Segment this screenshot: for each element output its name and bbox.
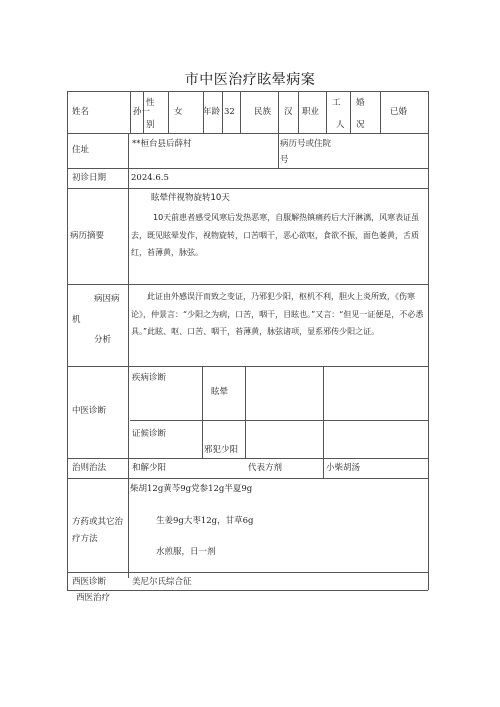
- disease-diagnosis-value: 眩晕: [211, 387, 229, 397]
- western-diagnosis-value: 美尼尔氏综合征: [132, 577, 192, 587]
- name-value: 孙一: [133, 107, 151, 117]
- ethnicity-value: 汉: [284, 107, 293, 117]
- analysis-label-line2: 机: [72, 315, 81, 325]
- analysis-body: 此证由外感误汗而致之变证，乃邪犯少阳，枢机不利，胆火上炎所致，《伤寒论》，仲景言：“少阳之为病，口苦，咽干，目眩也。”又言：“但见一证便是，不必悉具。”此眩、呕、口苦、咽干，苔薄黄，脉弦诸项，显系邪传少阳之证。: [131, 292, 424, 336]
- age-label: 年龄: [203, 107, 221, 117]
- marital-label-top: 婚: [356, 98, 365, 108]
- address-label: 住址: [72, 145, 90, 155]
- ethnicity-label: 民族: [254, 107, 272, 117]
- prescription-label-line2: 疗方法: [72, 534, 98, 544]
- record-number-label-top: 病历号或住院: [280, 139, 332, 149]
- treatment-principle-value: 和解少阳: [132, 463, 167, 473]
- visit-date-value: 2024.6.5: [131, 173, 169, 183]
- formula-value: 小柴胡汤: [326, 463, 361, 473]
- address-value: **桓台县后薛村: [132, 139, 192, 149]
- prescription-line-1: 柴胡12g黄芩9g党参12g半夏9g: [130, 484, 253, 494]
- history-label: 病历摘要: [70, 231, 105, 241]
- occupation-value-bottom: 人: [336, 120, 345, 130]
- record-number-label-bottom: 号: [280, 155, 289, 165]
- tcm-diagnosis-label: 中医诊断: [72, 406, 107, 416]
- page-title: 市中医治疗眩晕病案: [184, 72, 316, 88]
- analysis-label-line1: 病因病: [94, 294, 120, 304]
- marital-label-bottom: 况: [356, 120, 365, 130]
- prescription-line-3: 水煎服，日一剂: [156, 547, 216, 557]
- syndrome-diagnosis-label: 证候诊断: [132, 429, 167, 439]
- chief-complaint: 眩晕伴视物旋转10天: [151, 193, 230, 203]
- sex-value: 女: [174, 107, 183, 117]
- age-value: 32: [224, 107, 235, 117]
- western-treatment-label: 西医治疗: [76, 593, 111, 603]
- occupation-label: 职业: [302, 107, 320, 117]
- history-body: 10天前患者感受风寒后发热恶寒，自服解热镇痛药后大汗淋漓，风寒表证虽去，既见眩晕发作，视物旋转，口苦咽干，恶心欲呕，食欲不振，面色萎黄，舌质红，苔薄黄，脉弦。: [131, 213, 420, 257]
- name-label: 姓名: [72, 107, 90, 117]
- sex-label-top: 性: [146, 98, 155, 108]
- formula-label: 代表方剂: [248, 463, 283, 473]
- disease-diagnosis-label: 疾病诊断: [132, 373, 167, 383]
- sex-label-bottom: 别: [146, 120, 155, 130]
- occupation-value-top: 工: [332, 98, 341, 108]
- analysis-label-line3: 分析: [94, 335, 112, 345]
- treatment-principle-label: 治则治法: [72, 463, 107, 473]
- syndrome-diagnosis-value: 邪犯少阳: [204, 445, 239, 455]
- prescription-line-2: 生姜9g大枣12g，甘草6g: [156, 516, 254, 526]
- visit-date-label: 初诊日期: [72, 173, 107, 183]
- western-diagnosis-label: 西医诊断: [72, 577, 107, 587]
- marital-value: 已婚: [390, 107, 408, 117]
- prescription-label-line1: 方药或其它治: [72, 517, 124, 527]
